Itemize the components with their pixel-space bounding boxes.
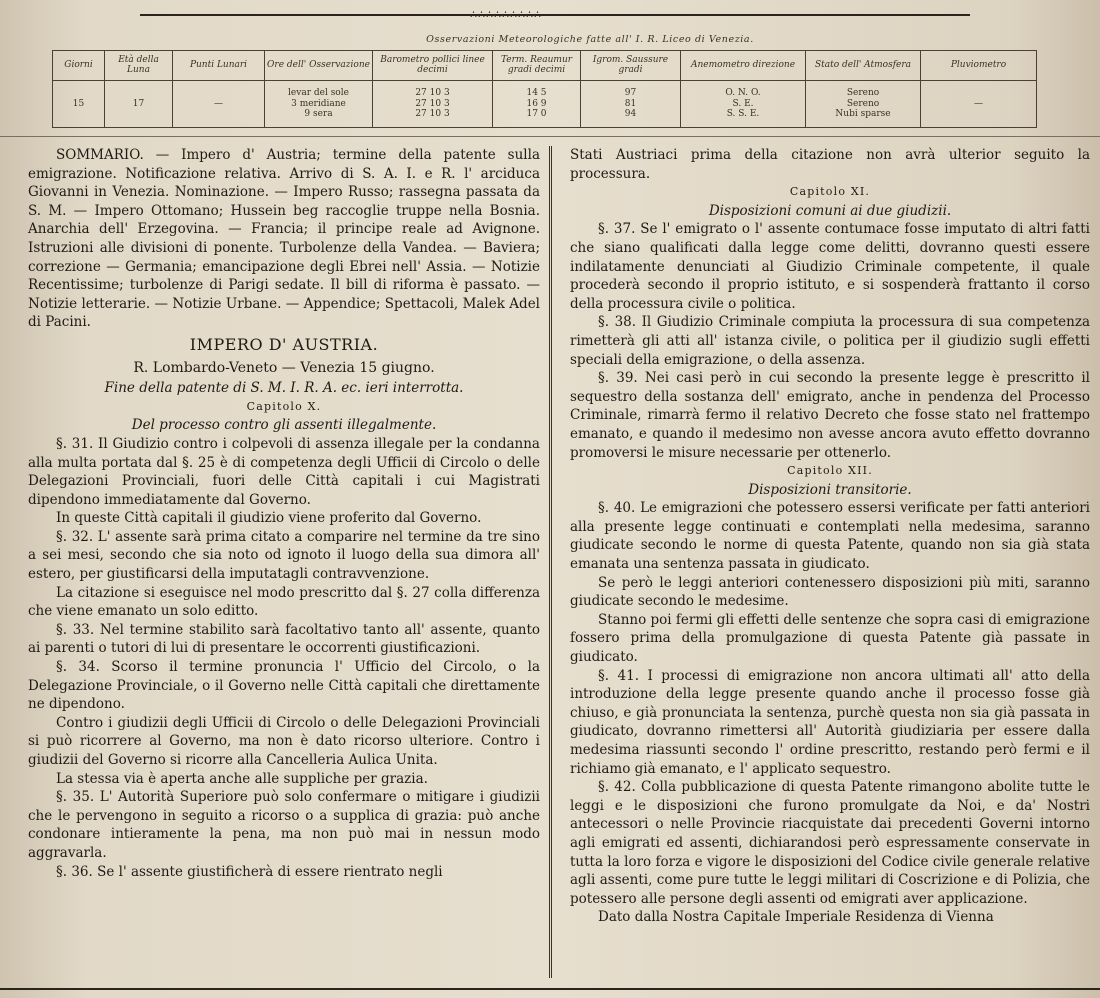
- meteo-header-cell: Stato dell' Atmosfera: [806, 51, 921, 81]
- paragraph: §. 34. Scorso il termine pronuncia l' Ufficio del Circolo, o la Delegazione Provinciale, o il Governo nelle Città capitali che direttamente ne dipendono.: [28, 659, 540, 713]
- cell-eta-luna: 17: [105, 81, 173, 128]
- ore-line: levar del sole: [288, 88, 349, 99]
- summary: SOMMARIO. — Impero d' Austria; termine della patente sulla emigrazione. Notificazione relativa. Arrivo di S. A. I. e R. l' arciduca Giovanni in Venezia. Nominazione. — Impero Russo; rassegna passata da S. M. — Impero Ottomano; Hussein beg raccoglie truppe nella Bosnia. Anarchia dell' Erzegovina. — Francia; il principe reale ad Avignone. Istruzioni alle divisioni di ponente. Turbolenze della Vandea. — Baviera; correzione — Germania; emancipazione degli Ebrei nell' Assia. — Notizie Recentissime; turbolenze di Parigi sedate. Il bill di riforma è passato. — Notizie letterarie. — Notizie Urbane. — Appendice; Spettacoli, Malek Adel di Pacini.: [28, 147, 540, 331]
- termometro-line: 17 0: [526, 109, 547, 120]
- paragraph: §. 40. Le emigrazioni che potessero essersi verificate per fatti anteriori alla presente legge continuati e contemplati nella medesima, saranno giudicate secondo le norme di questa Patente, quando non sia già stata emanata una sentenza passata in giudicato.: [570, 500, 1090, 573]
- patent-end-note: Fine della patente di S. M. I. R. A. ec. ieri interrotta.: [104, 380, 464, 397]
- cell-pluviometro: —: [921, 81, 1037, 128]
- paragraph: §. 32. L' assente sarà prima citato a comparire nel termine da tre sino a sei mesi, secondo che sia noto od ignoto il luogo della sua dimora all' estero, per giustificarsi della imputatagli contravvenzione.: [28, 528, 540, 583]
- atmosfera-line: Nubi sparse: [835, 109, 891, 120]
- meteo-table: [52, 50, 1037, 128]
- chapter-heading: Capitolo XII.: [787, 464, 873, 478]
- right-column: [570, 146, 1090, 927]
- anemometro-line: O. N. O.: [725, 88, 761, 99]
- chapter-subtitle: Del processo contro gli assenti illegalmente.: [131, 417, 437, 434]
- meteo-header-cell: Pluviometro: [921, 51, 1037, 81]
- meteo-header-cell: Età della Luna: [105, 51, 173, 81]
- ore-line: 3 meridiane: [291, 98, 346, 109]
- paragraph: Contro i giudizii degli Ufficii di Circolo o delle Delegazioni Provinciali si può ricorrere al Governo, ma non è dato ricorso ulteriore. Contro i giudizii del Governo si ricorre alla Cancelleria Aulica Unita.: [28, 714, 540, 768]
- paragraph: La citazione si eseguisce nel modo prescritto dal §. 27 colla differenza che viene emanato un solo editto.: [28, 584, 540, 620]
- section-title: IMPERO D' AUSTRIA.: [189, 334, 379, 354]
- continuation-text: Stati Austriaci prima della citazione non avrà ulterior seguito la processura.: [570, 147, 1090, 182]
- bottom-rule: [0, 988, 1100, 990]
- ore-line: 9 sera: [304, 109, 333, 120]
- barometro-line: 27 10 3: [415, 98, 450, 109]
- igrometro-line: 94: [624, 109, 637, 120]
- igrometro-line: 81: [624, 98, 637, 109]
- cell-termometro: [493, 81, 581, 128]
- cell-giorno: 15: [53, 81, 105, 128]
- meteo-header-row: [53, 51, 1037, 81]
- top-ornament: ∴∴∴∴∴∴∴∴∴: [470, 8, 542, 21]
- cell-ore: [265, 81, 373, 128]
- paragraph: Stanno poi fermi gli effetti delle sentenze che sopra casi di emigrazione fossero prima della promulgazione di questa Patente già passate in giudicato.: [570, 611, 1090, 666]
- meteo-header-cell: Igrom. Saussure gradi: [581, 51, 681, 81]
- chapter-heading: Capitolo XI.: [789, 185, 871, 199]
- column-divider: [549, 146, 552, 978]
- chapter-subtitle: Disposizioni comuni ai due giudizii.: [708, 202, 952, 219]
- paragraph: §. 37. Se l' emigrato o l' assente contumace fosse imputato di altri fatti che siano qualificati dalla legge come delitti, dovranno questi essere indilatamente denunciati al Giudizio Criminale competente, il quale procederà secondo il proprio istituto, e si sospenderà frattanto il corso della processura civile o politica.: [570, 221, 1090, 312]
- paragraph: §. 39. Nei casi però in cui secondo la presente legge è prescritto il sequestro della sostanza dell' emigrato, anche in pendenza del Processo Criminale, rimarrà fermo il relativo Decreto che fosse stato nel frattempo emanato, e quando il medesimo non avesse ancora avuto effetto dovranno promoversi le misure necessarie per ottenerlo.: [570, 370, 1090, 461]
- left-column: [28, 146, 540, 881]
- meteo-header-cell: Giorni: [53, 51, 105, 81]
- meteo-header-cell: Ore dell' Osservazione: [265, 51, 373, 81]
- paragraph: Dato dalla Nostra Capitale Imperiale Residenza di Vienna: [598, 909, 994, 926]
- cell-barometro: [373, 81, 493, 128]
- cell-atmosfera: [806, 81, 921, 128]
- paragraph: §. 36. Se l' assente giustificherà di essere rientrato negli: [56, 863, 443, 880]
- paragraph: §. 42. Colla pubblicazione di questa Patente rimangono abolite tutte le leggi e le disposizioni che furono promulgate da Noi, e da' Nostri antecessori o nelle Provincie riacquistate dai precedenti Governi intorno agli emigrati ed assenti, dichiarandosi però espressamente conservate in tutta la loro forza e vigore le disposizioni del Codice civile generale relative agli assenti, come pure tutte le leggi militari di Coscrizione e di Polizia, che potessero alle persone degli assenti od emigrati aver applicazione.: [570, 779, 1090, 907]
- atmosfera-line: Sereno: [846, 98, 880, 109]
- cell-punti-lunari: —: [173, 81, 265, 128]
- atmosfera-line: Sereno: [846, 88, 880, 99]
- chapter-subtitle: Disposizioni transitorie.: [748, 481, 912, 498]
- anemometro-line: S. E.: [732, 98, 754, 109]
- paragraph: §. 31. Il Giudizio contro i colpevoli di assenza illegale per la condanna alla multa portata dal §. 25 è di competenza degli Ufficii di Circolo o delle Delegazioni Provinciali, fuori delle Città capitali i cui Magistrati dipendono immediatamente dal Governo.: [28, 435, 540, 508]
- termometro-line: 16 9: [526, 98, 547, 109]
- paragraph: La stessa via è aperta anche alle suppliche per grazia.: [56, 770, 428, 787]
- chapter-heading: Capitolo X.: [246, 399, 322, 413]
- paragraph: In queste Città capitali il giudizio viene proferito dal Governo.: [56, 510, 482, 527]
- paragraph: §. 33. Nel termine stabilito sarà facoltativo tanto all' assente, quanto ai parenti o tutori di lui di presentare le occorrenti giustificazioni.: [28, 621, 540, 657]
- table-bottom-rule: [0, 136, 1100, 137]
- meteo-header-cell: Barometro pollici linee decimi: [373, 51, 493, 81]
- barometro-line: 27 10 3: [415, 88, 450, 99]
- termometro-line: 14 5: [526, 88, 547, 99]
- paragraph: §. 38. Il Giudizio Criminale compiuta la processura di sua competenza rimetterà gli atti all' istanza civile, o politica per il giudizio sugli effetti speciali della emigrazione, o della assenza.: [570, 314, 1090, 368]
- dateline: R. Lombardo-Veneto — Venezia 15 giugno.: [133, 359, 435, 376]
- igrometro-line: 97: [624, 88, 637, 99]
- anemometro-line: S. S. E.: [726, 109, 760, 120]
- paragraph: §. 41. I processi di emigrazione non ancora ultimati all' atto della introduzione della legge presente quando anche il processo fosse già chiuso, e già pronunciata la sentenza, purchè questa non sia già passata in giudicato, dovranno rimettersi all' Autorità giudiziaria per essere dalla medesima riassunti secondo l' ordine prescritto, restando però fermi e il richiamo già emanato, e l' applicato sequestro.: [570, 667, 1090, 777]
- paragraph: Se però le leggi anteriori contenessero disposizioni più miti, saranno giudicate secondo le medesime.: [570, 574, 1090, 610]
- top-rule: [140, 14, 970, 16]
- meteo-header-cell: Anemometro direzione: [681, 51, 806, 81]
- paragraph: §. 35. L' Autorità Superiore può solo confermare o mitigare i giudizii che le pervengono in seguito a ricorso o a supplica di grazia: può anche condonare intieramente la pena, ma non può mai in nessun modo aggravarla.: [28, 789, 540, 861]
- meteo-header-cell: Term. Reaumur gradi decimi: [493, 51, 581, 81]
- observations-title: Osservazioni Meteorologiche fatte all' I. R. Liceo di Venezia.: [426, 34, 754, 45]
- meteo-header-cell: Punti Lunari: [173, 51, 265, 81]
- meteo-data-row: [53, 81, 1037, 128]
- cell-anemometro: [681, 81, 806, 128]
- cell-igrometro: [581, 81, 681, 128]
- barometro-line: 27 10 3: [415, 109, 450, 120]
